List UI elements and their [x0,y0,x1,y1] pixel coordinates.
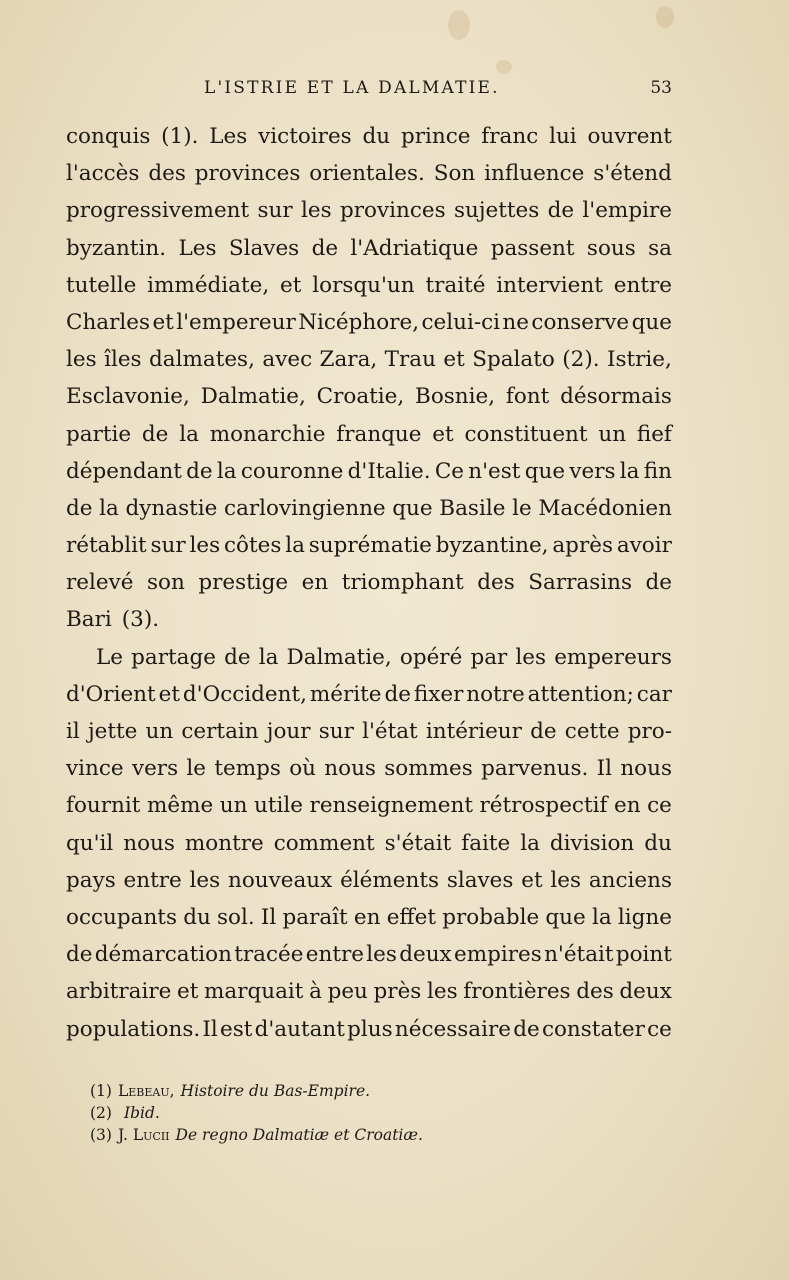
word: Istrie, [606,347,672,373]
word: deux [399,942,452,968]
word: les [427,979,458,1005]
word: nous [123,830,175,856]
text-line [66,564,672,601]
word: n'est [468,458,521,484]
word: les [189,533,221,559]
word: cette [564,719,620,744]
word: temps [214,756,281,782]
word: la [216,458,237,484]
word: qu'il [66,830,114,856]
word: avoir [616,533,672,559]
word: utile [254,793,303,819]
text-line [66,973,672,1010]
word: et [280,272,302,298]
word: Zara, [319,347,378,373]
word: lui [549,124,577,149]
word: la [591,904,612,930]
word: est [220,1016,253,1042]
word: prince [400,124,471,149]
word: Bari [66,607,112,633]
word: nécessaire [394,1016,511,1042]
word: renseignement [309,793,473,819]
word: orientales. [309,161,425,187]
word: les [66,347,97,373]
word: tutelle [66,272,137,298]
text-line [66,787,672,824]
word: près [373,979,422,1005]
word: ligne [617,904,672,930]
footnote [90,1124,650,1146]
text-line [66,267,672,304]
word: nouveaux [227,867,333,893]
text-line [66,899,672,936]
word: dépendant [66,458,182,484]
word: en [301,570,329,596]
word: sous [586,235,636,261]
word: Sarrasins [528,570,632,596]
word: Les [178,235,217,261]
text-line [66,230,672,267]
word: et [521,867,543,893]
word: Il [202,1016,218,1042]
word: monarchie [209,421,326,447]
word: démarcation [94,942,232,968]
word: désormais [560,384,672,410]
text-line [66,750,672,787]
word: (3). [121,607,160,633]
word: car [636,681,672,707]
word: partie [66,421,132,447]
word: conserve [531,309,630,335]
word: la [285,533,305,559]
word: provinces [194,161,301,187]
word: en [353,904,381,930]
word: probable [442,904,540,930]
word: dalmates, [149,347,255,373]
word: du [183,904,211,930]
word: Spalato [472,347,555,373]
word: Macédonien [538,495,672,521]
text-line [66,416,672,453]
word: de [530,719,557,744]
word: un [219,793,248,819]
word: frontières [463,979,571,1005]
word: et [432,421,454,447]
word: lorsqu'un [312,272,415,298]
word: intérieur [425,719,522,744]
word: de [66,942,93,968]
word: vers [569,458,616,484]
word: prestige [198,570,289,596]
word: pro- [627,719,672,744]
word: constater [541,1016,645,1042]
word: de [186,458,213,484]
text-line [66,490,672,527]
word: sol. [217,904,255,930]
word: populations. [66,1016,201,1042]
word: fixer [413,681,464,707]
word: rétablit [66,533,147,559]
word: d'autant [254,1016,345,1042]
word: des [576,979,614,1005]
word: sur [318,719,354,744]
word: les [189,867,221,893]
word: parvenus. [481,756,589,782]
word: par [470,644,508,670]
word: de [66,495,93,521]
word: arbitraire [66,979,172,1005]
word: victoires [258,124,352,149]
word: comment [273,830,375,856]
word: anciens [588,867,672,893]
word: et [158,681,180,707]
footnote-number: (2) [90,1104,112,1122]
word: franc [481,124,539,149]
word: occupants [66,904,177,930]
footnote-number: (3) [90,1126,112,1144]
word: attention; [527,681,634,707]
word: Les [209,124,248,149]
word: que [631,309,672,335]
word: en [614,793,641,819]
footnotes [90,1080,650,1146]
word: sur [150,533,186,559]
word: plus [347,1016,393,1042]
word: certain [181,719,259,744]
text-line [66,601,672,638]
word: Dalmatie, [286,644,392,670]
word: ce [647,1016,672,1042]
word: côtes [223,533,282,559]
text-line [66,118,672,155]
word: Esclavonie, [66,384,190,410]
word: (2). [562,347,600,373]
word: un [145,719,174,744]
word: de [645,570,672,596]
word: deux [619,979,672,1005]
word: couronne [240,458,344,484]
word: les [550,867,582,893]
word: nous [620,756,672,782]
text-line [66,304,672,341]
text-line [66,527,672,564]
word: la [520,830,540,856]
word: sujettes [453,198,540,224]
footnote [90,1102,650,1124]
word: la [99,495,119,521]
word: s'était [384,830,452,856]
word: constituent [464,421,588,447]
paper-stain [448,10,470,40]
word: progressivement [66,198,250,224]
word: même [146,793,214,819]
word: du [644,830,672,856]
word: effet [386,904,437,930]
word: sa [648,235,672,261]
word: que [545,904,586,930]
word: faite [461,830,511,856]
word: le [186,756,207,782]
word: tracée [234,942,304,968]
word: partage [131,644,216,670]
footnote-author: Lebeau, [117,1082,175,1100]
text-line [66,862,672,899]
word: de [513,1016,540,1042]
word: du [362,124,391,149]
word: byzantine, [435,533,549,559]
word: Croatie, [316,384,405,410]
word: s'étend [593,161,672,187]
word: son [146,570,185,596]
word: l'accès [66,161,140,187]
word: et [177,979,199,1005]
word: montre [184,830,264,856]
word: l'état [362,719,418,744]
word: (1). [161,124,199,149]
word: Trau [384,347,436,373]
word: intervient [496,272,603,298]
page-number: 53 [650,78,672,98]
word: sur [257,198,293,224]
word: jette [87,719,138,744]
text-line [66,825,672,862]
word: vince [66,756,124,782]
word: peu [327,979,368,1005]
word: et [443,347,465,373]
word: les [301,198,332,224]
word: le [512,495,532,521]
word: dynastie [125,495,218,521]
text-line [66,936,672,973]
word: Nicéphore, [298,309,420,335]
text-line [66,713,672,750]
word: carlovingienne [224,495,386,521]
word: fournit [66,793,141,819]
word: influence [484,161,585,187]
word: mérite [309,681,382,707]
word: un [598,421,627,447]
word: byzantin. [66,235,167,261]
word: la [619,458,640,484]
word: l'empereur [176,309,296,335]
running-header [66,78,672,104]
text-line [66,155,672,192]
word: Charles [66,309,151,335]
footnote-author: J. Lucii [117,1126,170,1144]
paper-stain [496,60,512,74]
word: de [141,421,169,447]
word: que [524,458,566,484]
word: suprématie [308,533,432,559]
word: que [392,495,433,521]
word: avec [262,347,313,373]
text-line [66,192,672,229]
word: point [615,942,672,968]
text-line [66,639,672,676]
word: Ce [434,458,465,484]
word: l'empire [582,198,672,224]
word: d'Occident, [182,681,307,707]
paper-stain [656,6,674,28]
word: empires [453,942,542,968]
text-line [66,378,672,415]
body-text [66,118,672,1048]
word: l'Adriatique [350,235,479,261]
word: les [366,942,397,968]
text-line [66,676,672,713]
word: immédiate, [147,272,270,298]
word: pays [66,867,116,893]
word: n'était [544,942,614,968]
word: passent [490,235,575,261]
word: Basile [439,495,506,521]
word: de [384,681,411,707]
word: après [552,533,613,559]
word: de [224,644,251,670]
word: entre [123,867,182,893]
word: nous [324,756,376,782]
word: franque [336,421,422,447]
word: provinces [339,198,446,224]
word: vers [131,756,179,782]
word: où [289,756,316,782]
word: îles [104,347,142,373]
word: Slaves [228,235,300,261]
word: de [547,198,575,224]
word: et [152,309,174,335]
word: jour [266,719,311,744]
word: fief [636,421,672,447]
word: sommes [384,756,473,782]
word: empereurs [554,644,672,670]
word: marquait [204,979,304,1005]
footnote-title: De regno Dalmatiæ et Croatiæ. [175,1126,423,1144]
word: la [179,421,199,447]
word: entre [613,272,672,298]
word: conquis [66,124,151,149]
word: fin [643,458,672,484]
word: opéré [399,644,463,670]
word: des [477,570,515,596]
word: des [148,161,186,187]
word: slaves [446,867,514,893]
word: Le [96,644,124,670]
word: ce [647,793,672,819]
running-title: L'ISTRIE ET LA DALMATIE. [204,78,500,98]
text-line [66,341,672,378]
text-line [66,1011,672,1048]
footnote-number: (1) [90,1082,112,1100]
word: à [309,979,322,1005]
word: Dalmatie, [200,384,306,410]
word: les [515,644,547,670]
footnote-title: Ibid. [123,1104,160,1122]
word: ne [502,309,529,335]
word: Bosnie, [415,384,496,410]
word: font [505,384,550,410]
word: d'Orient [66,681,156,707]
word: ouvrent [587,124,672,149]
word: de [311,235,339,261]
word: division [549,830,635,856]
word: notre [466,681,525,707]
word: traité [425,272,486,298]
word: éléments [340,867,440,893]
footnote [90,1080,650,1102]
word: Il [596,756,613,782]
word: la [258,644,279,670]
word: Il [260,904,277,930]
footnote-title: Histoire du Bas-Empire. [180,1082,371,1100]
word: celui-ci [421,309,500,335]
word: relevé [66,570,134,596]
word: d'Italie. [347,458,431,484]
word: Son [433,161,476,187]
word: triomphant [341,570,464,596]
word: rétrospectif [479,793,608,819]
text-line [66,453,672,490]
word: entre [305,942,364,968]
word: il [66,719,80,744]
word: paraît [282,904,348,930]
